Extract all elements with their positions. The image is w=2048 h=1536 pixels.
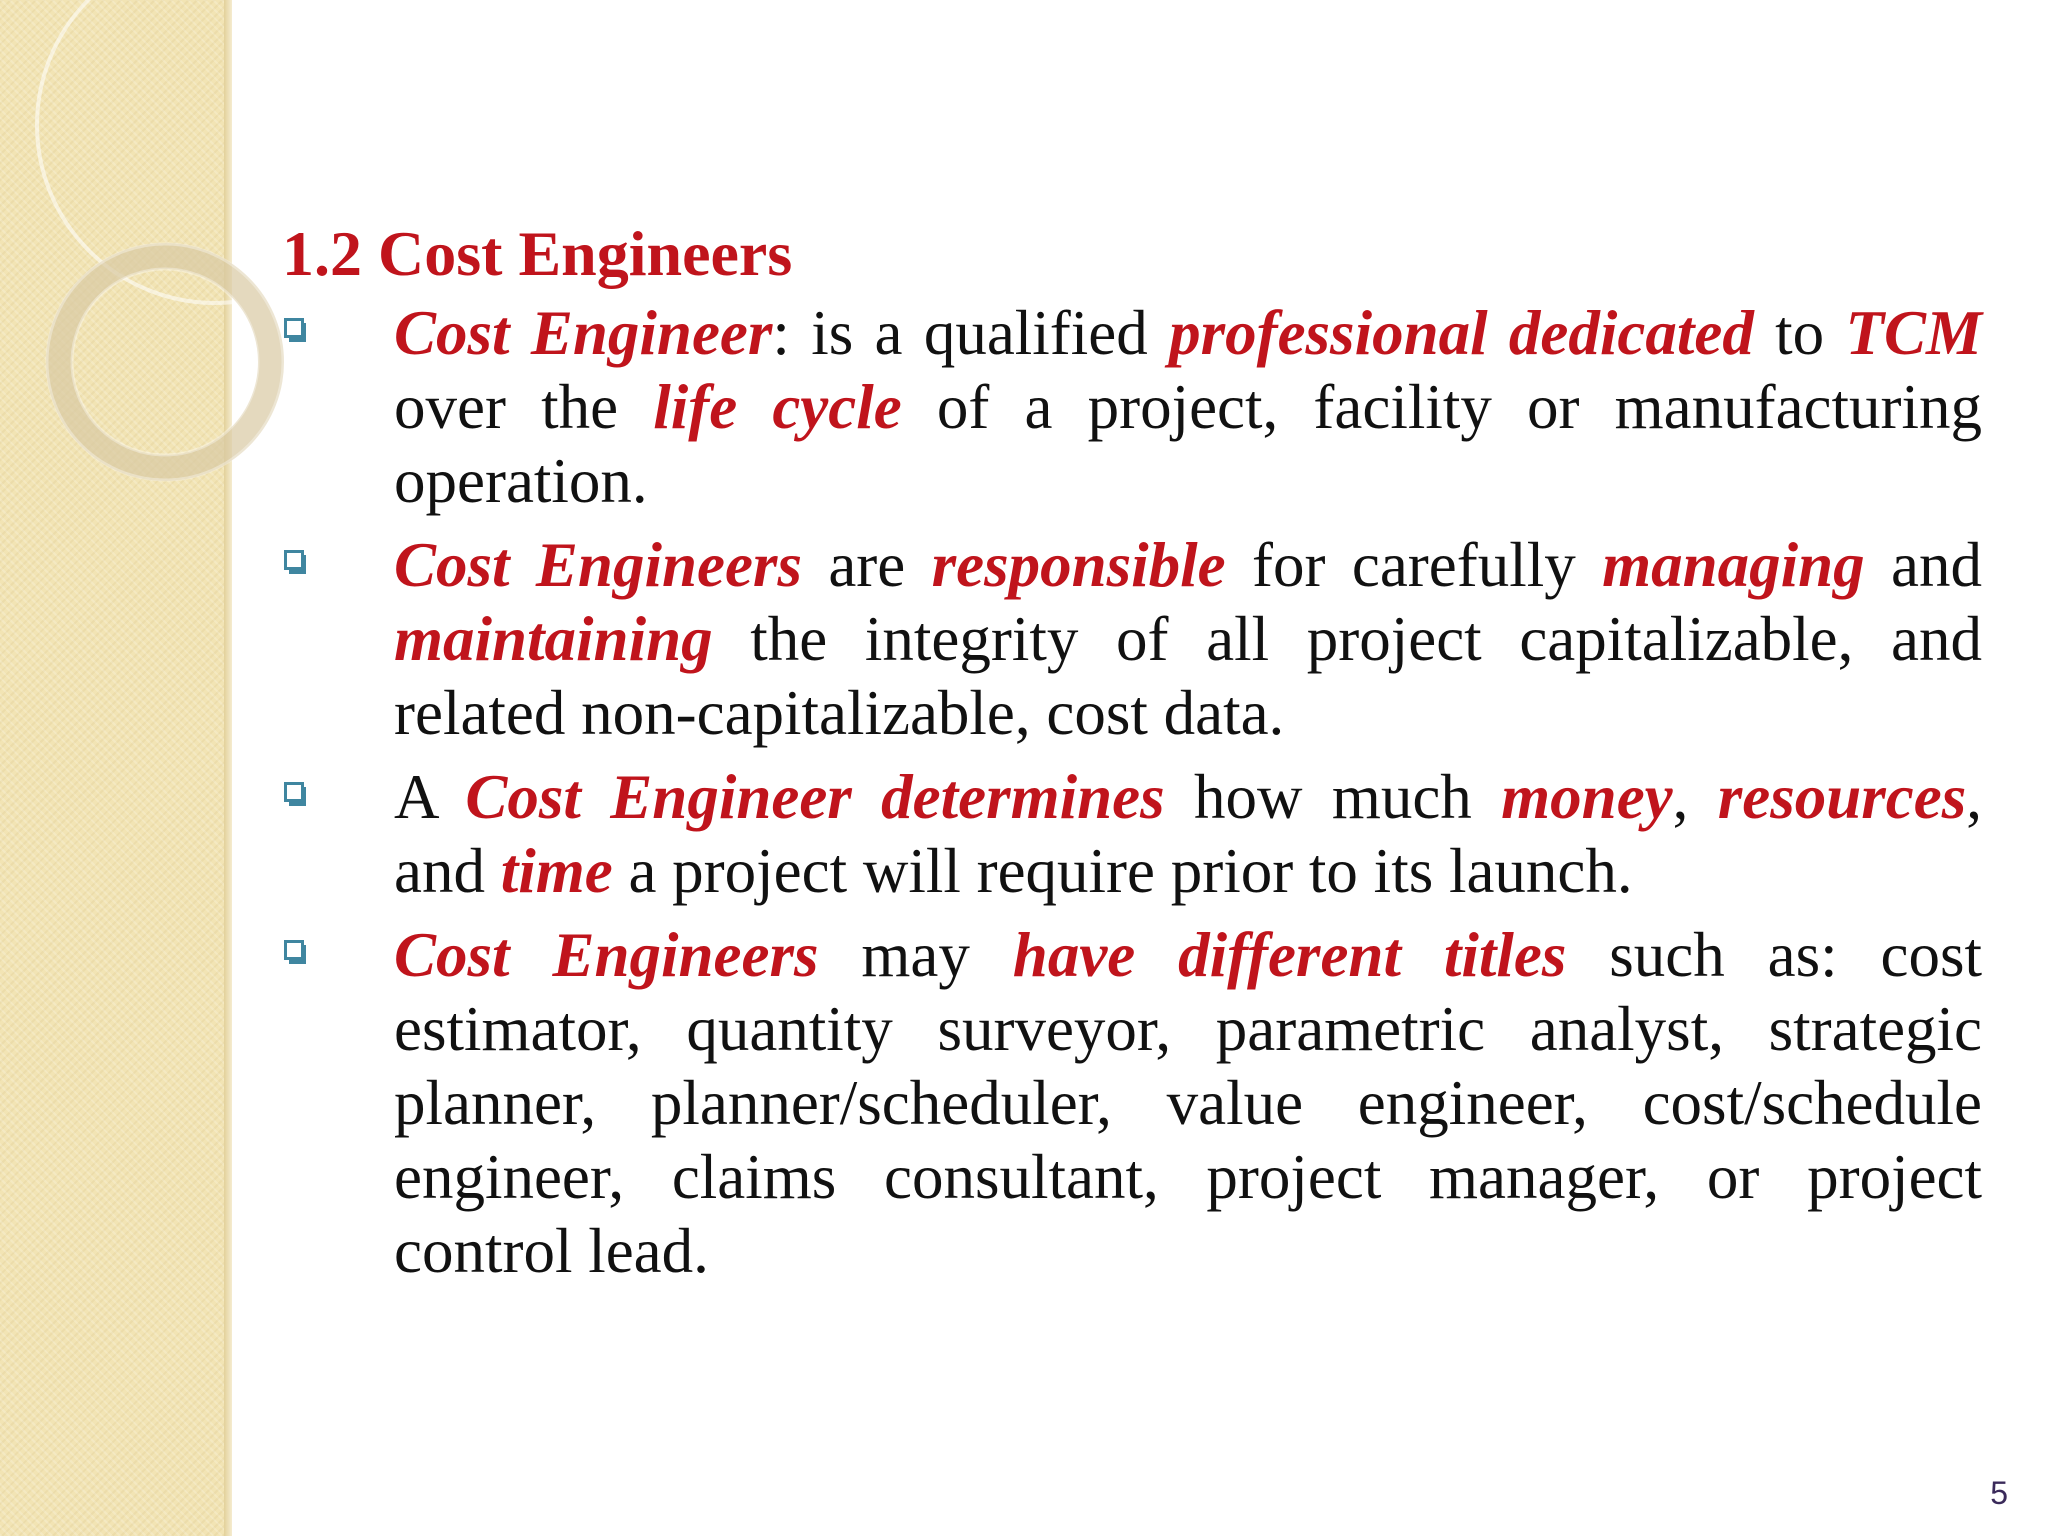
bullet-segment: , and <box>394 762 1982 906</box>
bullet-segment: maintaining <box>394 604 713 674</box>
hollow-square-bullet-icon <box>284 550 308 574</box>
bullet-segment: money <box>1501 762 1673 832</box>
hollow-square-bullet-icon <box>284 782 308 806</box>
bullet-segment: the integrity of all project capitalizable, and related non-capitalizable, cost data. <box>394 604 1982 748</box>
bullet-segment: Cost Engineers <box>394 920 819 990</box>
bullet-item <box>282 760 1982 908</box>
hollow-square-bullet-icon <box>284 318 308 342</box>
bullet-text <box>394 530 1982 748</box>
slide-content <box>282 212 1982 1298</box>
bullet-segment: such as: cost estimator, quantity surveyor, parametric analyst, strategic planner, planner/scheduler, value engineer, cost/schedule engineer, claims consultant, project manager, or project control lead. <box>394 920 1983 1286</box>
bullet-segment: life cycle <box>653 372 902 442</box>
bullet-item <box>282 296 1982 518</box>
bullet-segment: over the <box>394 372 654 442</box>
bullet-segment: TCM <box>1845 298 1982 368</box>
bullet-segment: of a project, facility or manufacturing operation. <box>394 372 1982 516</box>
bullet-segment: professional dedicated <box>1169 298 1754 368</box>
bullet-segment: for carefully <box>1225 530 1603 600</box>
bullet-segment: and <box>1864 530 1983 600</box>
ring-graphic-icon <box>0 0 320 520</box>
bullet-segment: : is a qualified <box>772 298 1170 368</box>
bullet-text <box>394 920 1982 1286</box>
bullet-segment: may <box>818 920 1013 990</box>
bullet-segment: a project will require prior to its launch. <box>612 836 1633 906</box>
bullet-item <box>282 918 1982 1288</box>
bullet-segment: resources <box>1717 762 1967 832</box>
bullet-segment: managing <box>1602 530 1865 600</box>
bullet-segment: how much <box>1164 762 1502 832</box>
page-number: 5 <box>1990 1475 2008 1511</box>
hollow-square-bullet-icon <box>284 940 308 964</box>
slide-title: 1.2 Cost Engineers <box>282 218 793 289</box>
bullet-segment: Cost Engineer <box>394 298 773 368</box>
bullet-segment: Cost Engineer determines <box>465 762 1165 832</box>
bullet-segment: have different titles <box>1012 920 1567 990</box>
bullet-segment: are <box>801 530 932 600</box>
bullet-list <box>282 296 1982 1288</box>
bullet-segment: A <box>394 762 466 832</box>
bullet-segment: Cost Engineers <box>394 530 802 600</box>
bullet-segment: time <box>500 836 613 906</box>
bullet-text <box>394 762 1982 906</box>
bullet-segment: responsible <box>931 530 1226 600</box>
bullet-item <box>282 528 1982 750</box>
bullet-text <box>394 298 1982 516</box>
bullet-segment: to <box>1753 298 1846 368</box>
bullet-segment: , <box>1672 762 1718 832</box>
